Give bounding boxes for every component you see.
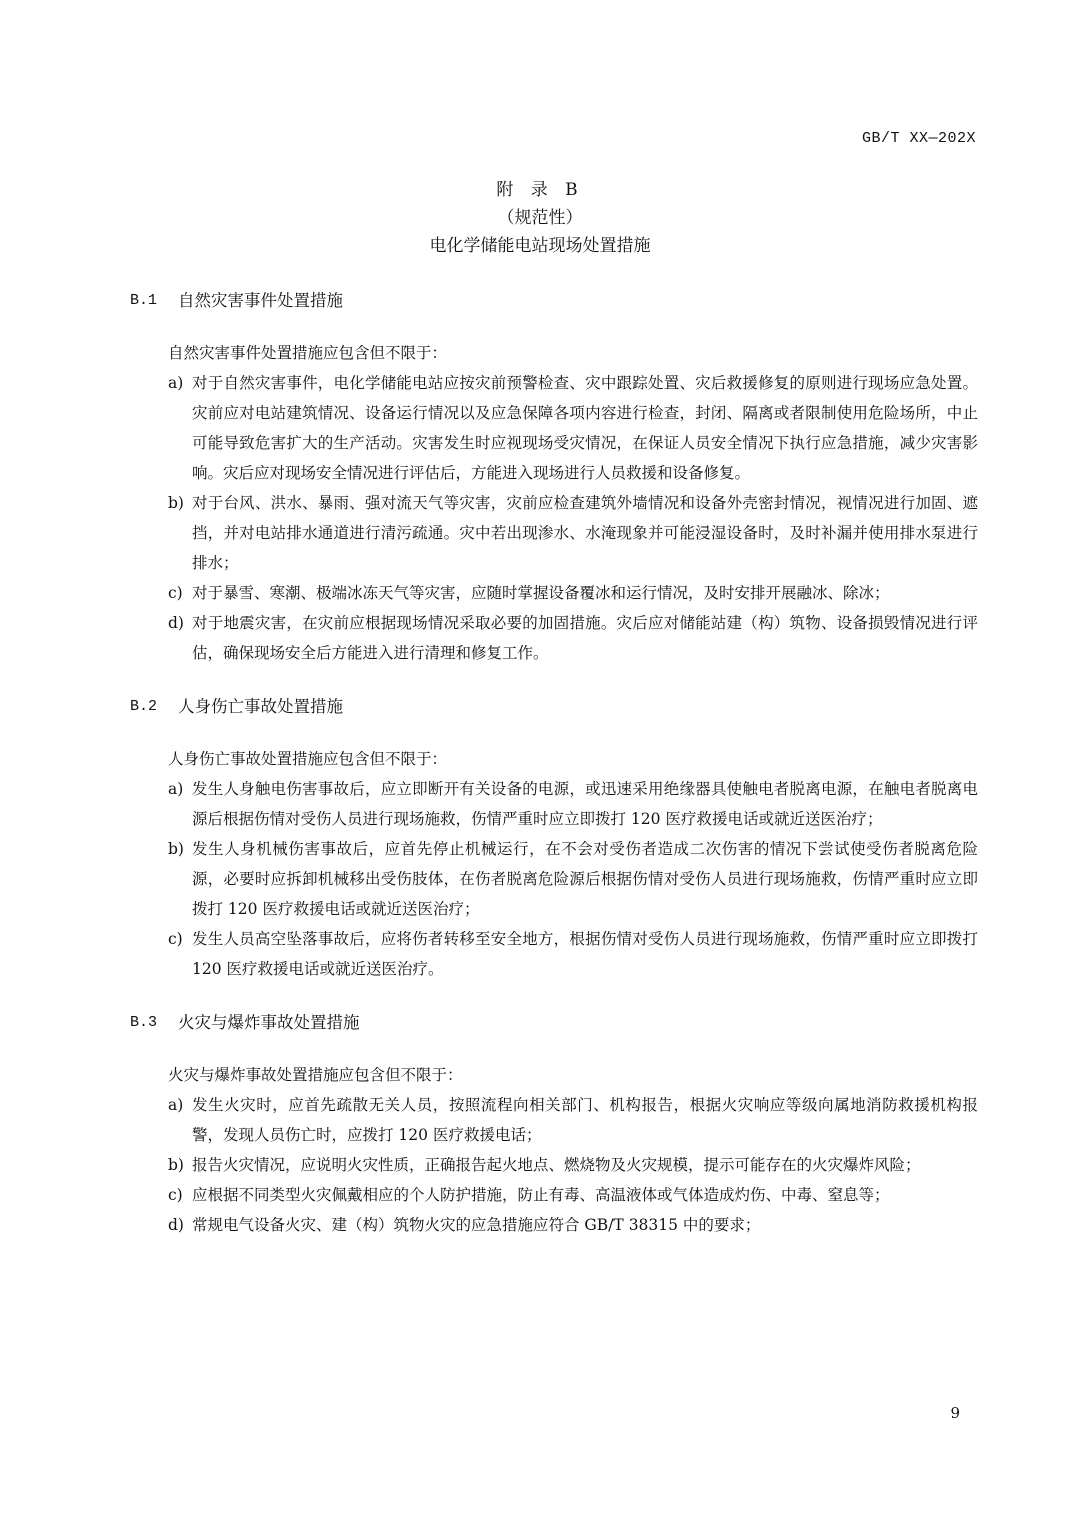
section-title: 火灾与爆炸事故处置措施 (178, 1013, 360, 1032)
page-number: 9 (950, 1404, 960, 1422)
section-title: 自然灾害事件处置措施 (178, 291, 343, 310)
list-marker: a) (168, 1096, 184, 1114)
list-item-text: 常规电气设备火灾、建（构）筑物火灾的应急措施应符合 GB/T 38315 中的要求； (192, 1216, 761, 1234)
list-item-text: 应根据不同类型火灾佩戴相应的个人防护措施，防止有毒、高温液体或气体造成灼伤、中毒、窒息等； (192, 1186, 890, 1204)
list-item (130, 774, 978, 834)
section-b2 (130, 690, 978, 984)
list-marker: c) (168, 930, 183, 948)
section-b3 (130, 1006, 978, 1240)
section-b1 (130, 284, 978, 668)
standard-code: GB/T XX—202X (861, 130, 976, 147)
list-item (130, 1090, 978, 1150)
appendix-titles (0, 176, 1080, 260)
list-item-text: 对于台风、洪水、暴雨、强对流天气等灾害，灾前应检查建筑外墙情况和设备外壳密封情况，视情况进行加固、遮挡，并对电站排水通道进行清污疏通。灾中若出现渗水、水淹现象并可能浸湿设备时，及时补漏并使用排水泵进行排水； (192, 494, 978, 572)
list-item (130, 488, 978, 578)
list-marker: c) (168, 1186, 183, 1204)
list-item (130, 1210, 978, 1240)
section-intro: 人身伤亡事故处置措施应包含但不限于： (168, 750, 448, 768)
list-item (130, 608, 978, 668)
appendix-main-title: 电化学储能电站现场处置措施 (429, 236, 651, 256)
spacer (130, 668, 978, 690)
list-item-text: 发生人员高空坠落事故后，应将伤者转移至安全地方，根据伤情对受伤人员进行现场施救，伤情严重时应立即拨打 120 医疗救援电话或就近送医治疗。 (192, 930, 978, 978)
section-intro: 火灾与爆炸事故处置措施应包含但不限于： (168, 1066, 463, 1084)
list-marker: c) (168, 584, 183, 602)
list-marker: b) (168, 1156, 184, 1174)
section-heading (130, 1006, 978, 1040)
appendix-title: 附 录 B (496, 180, 584, 200)
section-heading (130, 284, 978, 318)
section-number: B.2 (130, 698, 158, 715)
list-item (130, 834, 978, 924)
spacer (130, 984, 978, 1006)
section-number: B.1 (130, 292, 158, 309)
section-heading (130, 690, 978, 724)
list-item-text: 发生火灾时，应首先疏散无关人员，按照流程向相关部门、机构报告，根据火灾响应等级向属地消防救援机构报警，发现人员伤亡时，应拨打 120 医疗救援电话； (192, 1096, 978, 1144)
section-intro: 自然灾害事件处置措施应包含但不限于： (168, 344, 448, 362)
appendix-type: （规范性） (497, 208, 583, 228)
list-item (130, 368, 978, 488)
list-item (130, 1150, 978, 1180)
list-marker: d) (168, 1216, 184, 1234)
list-item-text: 对于自然灾害事件，电化学储能电站应按灾前预警检查、灾中跟踪处置、灾后救援修复的原则进行现场应急处置。灾前应对电站建筑情况、设备运行情况以及应急保障各项内容进行检查，封闭、隔离或者限制使用危险场所，中止可能导致危害扩大的生产活动。灾害发生时应视现场受灾情况，在保证人员安全情况下执行应急措施，减少灾害影响。灾后应对现场安全情况进行评估后，方能进入现场进行人员救援和设备修复。 (192, 374, 978, 482)
document-body (130, 284, 978, 1240)
list-item-text: 发生人身触电伤害事故后，应立即断开有关设备的电源，或迅速采用绝缘器具使触电者脱离电源，在触电者脱离电源后根据伤情对受伤人员进行现场施救，伤情严重时应立即拨打 120 医疗救援电话或就近送医治疗； (192, 780, 978, 828)
list-item-text: 报告火灾情况，应说明火灾性质，正确报告起火地点、燃烧物及火灾规模，提示可能存在的火灾爆炸风险； (192, 1156, 921, 1174)
list-item-text: 发生人身机械伤害事故后，应首先停止机械运行，在不会对受伤者造成二次伤害的情况下尝试使受伤者脱离危险源，必要时应拆卸机械移出受伤肢体，在伤者脱离危险源后根据伤情对受伤人员进行现场施救，伤情严重时应立即拨打 120 医疗救援电话或就近送医治疗； (192, 840, 978, 918)
list-item (130, 1180, 978, 1210)
list-item (130, 924, 978, 984)
list-marker: b) (168, 840, 184, 858)
list-marker: a) (168, 374, 184, 392)
list-marker: d) (168, 614, 184, 632)
list-item-text: 对于暴雪、寒潮、极端冰冻天气等灾害，应随时掌握设备覆冰和运行情况，及时安排开展融冰、除冰； (192, 584, 890, 602)
section-number: B.3 (130, 1014, 158, 1031)
list-marker: a) (168, 780, 184, 798)
list-item (130, 578, 978, 608)
list-marker: b) (168, 494, 184, 512)
section-title: 人身伤亡事故处置措施 (178, 697, 343, 716)
list-item-text: 对于地震灾害，在灾前应根据现场情况采取必要的加固措施。灾后应对储能站建（构）筑物、设备损毁情况进行评估，确保现场安全后方能进入进行清理和修复工作。 (192, 614, 978, 662)
